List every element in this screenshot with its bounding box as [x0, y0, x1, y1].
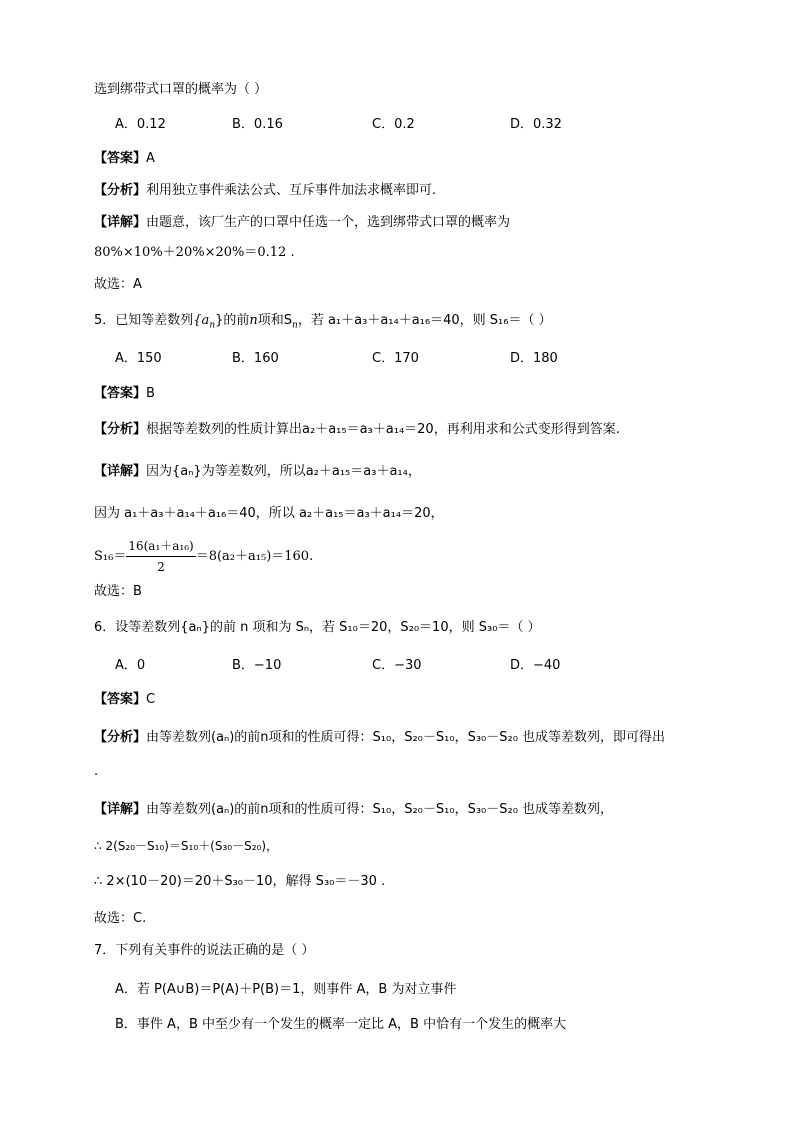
q6-option-d: D．−40 [510, 658, 561, 673]
analysis-tag: 【分析】 [94, 730, 147, 745]
q6-detail [94, 801, 613, 819]
q4-conclusion: 故选：A [94, 277, 142, 292]
q4-option-b: B．0.16 [232, 117, 283, 132]
q4-detail [94, 214, 510, 232]
q4-formula: 80%×10%＋20%×20%＝0.12 . [94, 245, 295, 260]
q4-stem-tail: 选到绑带式口罩的概率为（ ） [94, 82, 268, 97]
answer-value: A [146, 151, 155, 166]
detail-text: 由等差数列(aₙ)的前n项和的性质可得：S₁₀，S₂₀－S₁₀，S₃₀－S₂₀ 也成等差数列， [146, 802, 614, 817]
detail-text: 因为{aₙ}为等差数列，所以a₂＋a₁₅＝a₃＋a₁₄， [146, 464, 421, 479]
q4-option-a: A．0.12 [115, 117, 166, 132]
q4-option-d: D．0.32 [510, 117, 562, 132]
detail-tag: 【详解】 [94, 215, 147, 230]
sum-numerator: 16(a₁＋a₁₆) [126, 536, 195, 557]
q5-detail [94, 463, 421, 481]
q7-stem: 7．下列有关事件的说法正确的是（ ） [94, 943, 315, 958]
sum-rhs: ＝8(a₂＋a₁₅)＝160. [195, 549, 314, 564]
q5-analysis [94, 421, 620, 439]
sum-denominator: 2 [157, 560, 165, 574]
q5-stem-n: n [249, 313, 258, 328]
q4-answer [94, 150, 155, 168]
q6-option-c: C．−30 [372, 658, 422, 673]
answer-tag: 【答案】 [94, 386, 147, 401]
q6-answer [94, 691, 155, 709]
analysis-tag: 【分析】 [94, 183, 147, 198]
answer-tag: 【答案】 [94, 692, 147, 707]
q6-option-b: B．−10 [232, 658, 282, 673]
analysis-text: 由等差数列(aₙ)的前n项和的性质可得：S₁₀，S₂₀－S₁₀，S₃₀－S₂₀ 也成等差数列，即可得出 [146, 730, 666, 745]
q6-step1: ∴ 2(S₂₀－S₁₀)＝S₁₀＋(S₃₀－S₂₀)， [94, 839, 279, 853]
analysis-text: 利用独立事件乘法公式、互斥事件加法求概率即可. [146, 183, 437, 198]
q5-stem-pre: 5．已知等差数列 [94, 313, 194, 328]
q5-sum-formula [94, 536, 313, 577]
answer-tag: 【答案】 [94, 151, 147, 166]
sum-fraction [126, 536, 195, 577]
q5-stem: 5．已知等差数列$\{a_n\}$的前n项和$S_n$，若 a₁＋a₃＋a₁₄＋a₁₆＝40，则 S₁₆＝（ ） [94, 313, 552, 331]
q6-conclusion: 故选：C. [94, 911, 147, 926]
answer-value: B [146, 386, 155, 401]
q6-step2: ∴ 2×(10－20)＝20＋S₃₀－10，解得 S₃₀＝－30 . [94, 874, 386, 889]
analysis-tag: 【分析】 [94, 422, 147, 437]
q7-option-a: A．若 P(A∪B)＝P(A)＋P(B)＝1，则事件 A，B 为对立事件 [115, 982, 457, 997]
q5-option-a: A．150 [115, 351, 162, 366]
q5-option-c: C．170 [372, 351, 419, 366]
q6-analysis-end: . [94, 764, 99, 779]
q6-stem: 6．设等差数列{aₙ}的前 n 项和为 Sₙ，若 S₁₀＝20，S₂₀＝10，则 S₃₀＝（ ） [94, 620, 541, 635]
q4-analysis [94, 182, 436, 200]
q5-stem-sum: 项和S [257, 313, 293, 328]
q7-option-b: B．事件 A，B 中至少有一个发生的概率一定比 A，B 中恰有一个发生的概率大 [115, 1017, 567, 1032]
q4-option-c: C．0.2 [372, 117, 415, 132]
q5-stem-cond: ，若 a₁＋a₃＋a₁₄＋a₁₆＝40，则 S₁₆＝（ ） [297, 313, 552, 328]
answer-value: C [146, 692, 156, 707]
sum-lhs: S₁₆＝ [94, 549, 127, 564]
q5-option-b: B．160 [232, 351, 279, 366]
q5-stem-mid: }的前 [215, 313, 250, 328]
q6-option-a: A．0 [115, 658, 146, 673]
q5-stem-set: {a [193, 313, 210, 328]
detail-tag: 【详解】 [94, 802, 147, 817]
analysis-text: 根据等差数列的性质计算出a₂＋a₁₅＝a₃＋a₁₄＝20，再利用求和公式变形得到答案. [146, 422, 620, 437]
q5-conclusion: 故选：B [94, 584, 142, 599]
detail-text: 由题意，该厂生产的口罩中任选一个，选到绑带式口罩的概率为 [146, 215, 511, 230]
q5-detail-line2: 因为 a₁＋a₃＋a₁₄＋a₁₆＝40，所以 a₂＋a₁₅＝a₃＋a₁₄＝20， [94, 506, 444, 521]
q6-analysis [94, 729, 665, 747]
detail-tag: 【详解】 [94, 464, 147, 479]
q5-answer [94, 385, 155, 403]
q5-option-d: D．180 [510, 351, 558, 366]
